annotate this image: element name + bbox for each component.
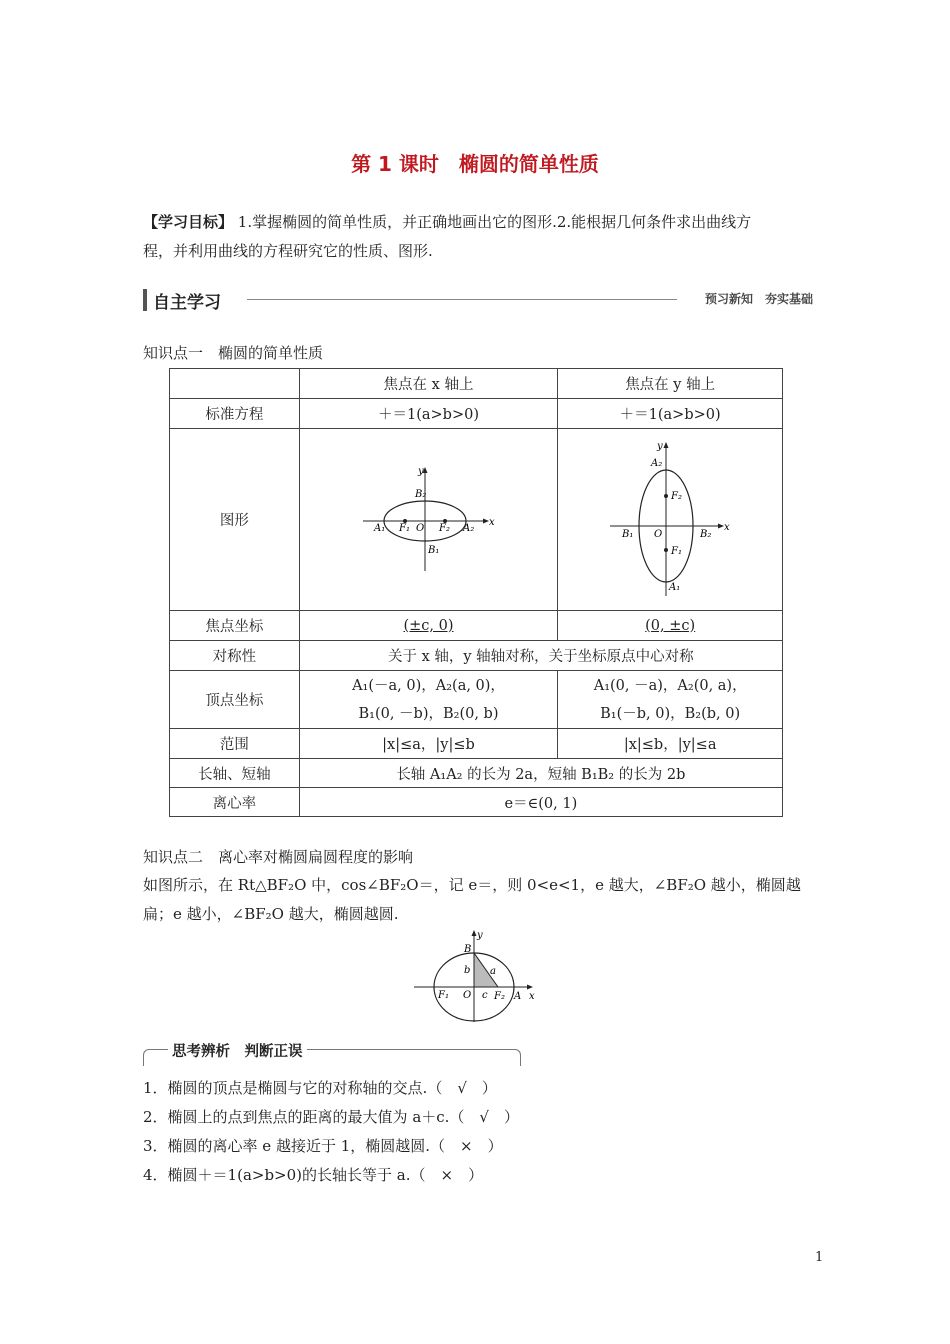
table-row — [170, 399, 783, 429]
table-row — [170, 611, 783, 641]
svg-text:a: a — [490, 966, 496, 977]
ellipse-x-figure — [359, 463, 499, 573]
row-label: 顶点坐标 — [170, 671, 300, 729]
row-label: 对称性 — [170, 641, 300, 671]
std-eq-x: ＋＝1(a>b>0) — [299, 399, 558, 429]
section-divider — [247, 299, 677, 300]
table-row — [170, 788, 783, 817]
focus-x: (±c, 0) — [299, 611, 558, 641]
table-row — [170, 641, 783, 671]
properties-table — [169, 368, 783, 817]
svg-text:F₁: F₁ — [438, 990, 449, 1001]
learning-goal — [143, 208, 813, 266]
vertices-y-line1: A₁(0, －a)，A₂(0, a)， — [593, 677, 747, 694]
table-row — [170, 729, 783, 759]
para-line2: 扁；e 越小，∠BF₂O 越大，椭圆越圆. — [143, 905, 399, 923]
svg-text:x: x — [529, 991, 535, 1002]
think-box — [143, 1043, 521, 1067]
row-label: 范围 — [170, 729, 300, 759]
range-x: |x|≤a，|y|≤b — [299, 729, 558, 759]
svg-text:b: b — [464, 965, 471, 976]
row-label: 图形 — [170, 429, 300, 611]
svg-text:O: O — [463, 990, 472, 1001]
vertices-x-line2: B₁(0, －b)，B₂(0, b) — [358, 705, 499, 722]
table-row — [170, 369, 783, 399]
header-y: 焦点在 y 轴上 — [558, 369, 783, 399]
svg-text:F₁: F₁ — [398, 522, 410, 534]
goal-line1: 1.掌握椭圆的简单性质，并正确地画出它的图形.2.能根据几何条件求出曲线方 — [233, 213, 752, 231]
svg-text:y: y — [477, 930, 483, 941]
section-label: 自主学习 — [153, 293, 221, 313]
goal-label: 【学习目标】 — [143, 213, 234, 231]
ellipse-y-figure — [610, 438, 730, 598]
row-label: 标准方程 — [170, 399, 300, 429]
svg-text:O: O — [415, 522, 424, 534]
svg-text:y: y — [417, 465, 424, 477]
row-label: 焦点坐标 — [170, 611, 300, 641]
figure-y-cell — [558, 429, 783, 611]
vertices-x-line1: A₁(－a, 0)，A₂(a, 0)， — [352, 677, 505, 694]
svg-text:F₂: F₂ — [494, 991, 505, 1002]
page-number: 1 — [815, 1250, 824, 1265]
page-title: 第 1 课时 椭圆的简单性质 — [351, 152, 599, 176]
svg-text:B₁: B₁ — [622, 528, 634, 540]
question-3: 3．椭圆的离心率 e 越接近于 1，椭圆越圆.（ × ） — [143, 1137, 503, 1155]
svg-text:F₁: F₁ — [671, 545, 683, 557]
row-label: 离心率 — [170, 788, 300, 817]
svg-text:B₂: B₂ — [700, 528, 712, 540]
svg-text:x: x — [488, 516, 495, 528]
svg-text:A₂: A₂ — [651, 457, 663, 469]
knowledge-point-1: 知识点一 椭圆的简单性质 — [143, 344, 324, 362]
table-row — [170, 671, 783, 729]
axes-value: 长轴 A₁A₂ 的长为 2a，短轴 B₁B₂ 的长为 2b — [299, 759, 782, 788]
section-right-label: 预习新知 夯实基础 — [704, 292, 813, 306]
section-marker — [143, 289, 147, 311]
svg-text:A₁: A₁ — [669, 581, 681, 593]
question-2: 2．椭圆上的点到焦点的距离的最大值为 a＋c.（ √ ） — [143, 1108, 519, 1126]
table-row — [170, 759, 783, 788]
vertices-x — [299, 671, 558, 729]
eccentricity-value: e＝∈(0, 1) — [299, 788, 782, 817]
section-header — [143, 288, 813, 312]
svg-text:F₂: F₂ — [438, 522, 450, 534]
svg-text:A₁: A₁ — [373, 522, 385, 534]
svg-text:A₂: A₂ — [462, 522, 474, 534]
svg-text:B: B — [464, 944, 472, 955]
table-row — [170, 429, 783, 611]
goal-line2: 程，并利用曲线的方程研究它的性质、图形. — [143, 242, 433, 260]
vertices-y-line2: B₁(－b, 0)，B₂(b, 0) — [600, 705, 741, 722]
focus-y: (0, ±c) — [558, 611, 783, 641]
para-line1: 如图所示，在 Rt△BF₂O 中，cos∠BF₂O＝，记 e＝，则 0<e<1，e 越大，∠BF₂O 越小，椭圆越 — [143, 876, 801, 894]
vertices-y — [558, 671, 783, 729]
svg-text:y: y — [657, 440, 663, 452]
figure-x-cell — [299, 429, 558, 611]
question-1: 1．椭圆的顶点是椭圆与它的对称轴的交点.（ √ ） — [143, 1079, 497, 1097]
symmetry-value: 关于 x 轴，y 轴轴对称，关于坐标原点中心对称 — [299, 641, 782, 671]
row-label: 长轴、短轴 — [170, 759, 300, 788]
range-y: |x|≤b，|y|≤a — [558, 729, 783, 759]
std-eq-y: ＋＝1(a>b>0) — [558, 399, 783, 429]
svg-text:c: c — [482, 990, 488, 1001]
question-4: 4．椭圆＋＝1(a>b>0)的长轴长等于 a.（ × ） — [143, 1166, 484, 1184]
svg-text:O: O — [654, 528, 663, 540]
svg-text:B₂: B₂ — [414, 488, 426, 500]
think-label: 思考辨析 判断正误 — [168, 1040, 307, 1061]
svg-text:F₂: F₂ — [671, 490, 683, 502]
svg-text:B₁: B₁ — [427, 544, 439, 556]
knowledge-point-2: 知识点二 离心率对椭圆扁圆程度的影响 — [143, 848, 414, 866]
paragraph-eccentricity — [143, 871, 813, 929]
svg-text:A: A — [514, 991, 522, 1002]
eccentricity-figure — [412, 928, 542, 1024]
header-x: 焦点在 x 轴上 — [299, 369, 558, 399]
table-cell — [170, 369, 300, 399]
svg-text:x: x — [724, 521, 730, 533]
